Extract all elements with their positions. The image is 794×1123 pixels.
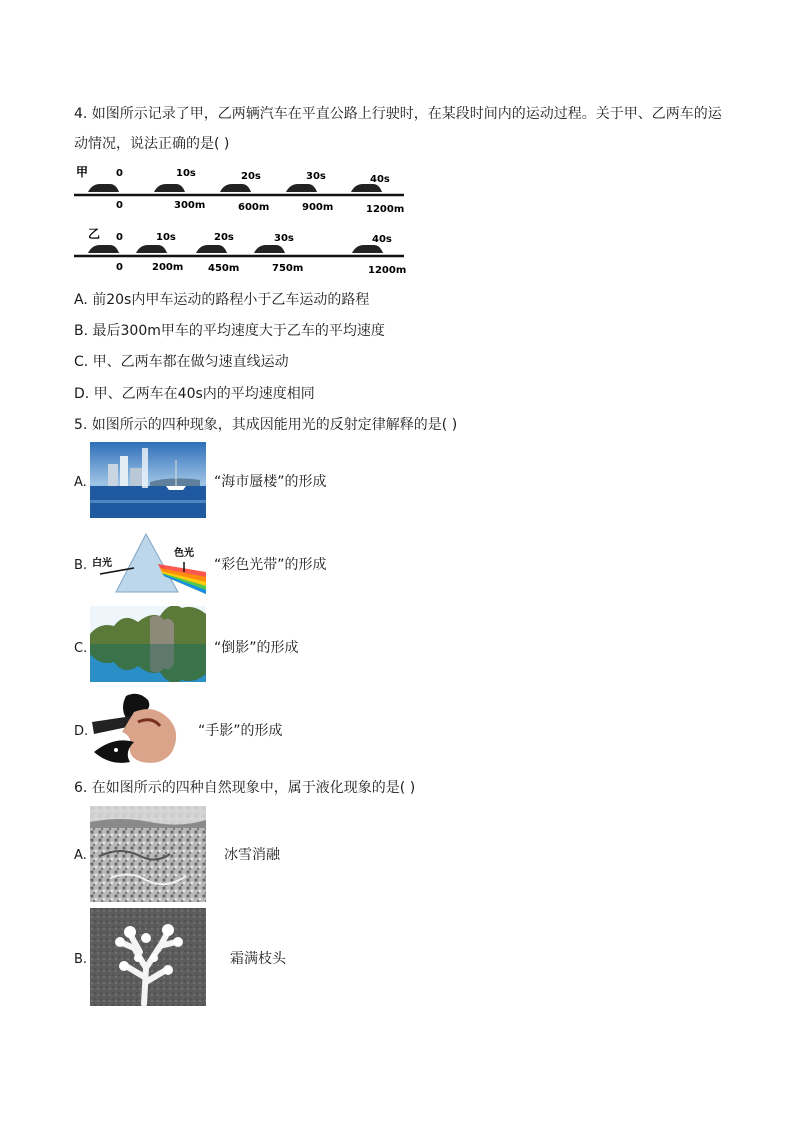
- frost-branch-image: [90, 908, 206, 1006]
- q6-option-b-letter: B.: [74, 952, 88, 967]
- q5-option-d-letter: D.: [74, 724, 89, 739]
- q6-option-a-letter: A.: [74, 848, 87, 863]
- car-b-dist-3: 750m: [272, 263, 304, 274]
- car-a-dist-1: 300m: [174, 200, 206, 211]
- q4-stem-line2: 动情况，说法正确的是( ): [74, 136, 230, 152]
- car-a-time-1: 10s: [176, 168, 196, 179]
- car-b-dist-0: 0: [116, 262, 123, 273]
- car-a-time-0: 0: [116, 168, 123, 179]
- car-b-time-3: 30s: [274, 233, 294, 244]
- q4-option-d: D. 甲、乙两车在40s内的平均速度相同: [74, 386, 315, 402]
- q6-option-b-text: 霜满枝头: [230, 951, 286, 967]
- car-b-dist-1: 200m: [152, 262, 184, 273]
- q5-option-b-letter: B.: [74, 558, 88, 573]
- car-b-dist-2: 450m: [208, 263, 240, 274]
- q5-stem: 5. 如图所示的四种现象，其成因能用光的反射定律解释的是( ): [74, 417, 458, 433]
- car-b-time-1: 10s: [156, 232, 176, 243]
- q6-option-a-text: 冰雪消融: [224, 847, 280, 863]
- q4-option-a: A. 前20s内甲车运动的路程小于乙车运动的路程: [74, 292, 370, 308]
- car-a-dist-2: 600m: [238, 202, 270, 213]
- q4-motion-diagram: [74, 160, 414, 280]
- q5-option-c-letter: C.: [74, 641, 88, 656]
- q4-motion-figure: [74, 160, 414, 280]
- q5-option-c-text: “倒影”的形成: [214, 640, 299, 656]
- q4-option-b: B. 最后300m甲车的平均速度大于乙车的平均速度: [74, 323, 385, 339]
- car-a-dist-0: 0: [116, 200, 123, 211]
- car-b-time-0: 0: [116, 232, 123, 243]
- car-b-label: 乙: [88, 227, 101, 241]
- car-b-dist-4: 1200m: [368, 265, 407, 276]
- mirage-image: [90, 442, 206, 518]
- melting-snow-image: [90, 806, 206, 902]
- q5-option-b-text: “彩色光带”的形成: [214, 557, 327, 573]
- car-b-time-2: 20s: [214, 232, 234, 243]
- reflection-image: [90, 606, 206, 682]
- prism-colored-light-label: 色光: [174, 548, 194, 559]
- car-b-cars: [88, 245, 383, 253]
- prism-white-light-label: 白光: [92, 558, 112, 569]
- q5-option-a-text: “海市蜃楼”的形成: [214, 474, 327, 490]
- q5-option-d-text: “手影”的形成: [198, 723, 283, 739]
- q4-option-c: C. 甲、乙两车都在做匀速直线运动: [74, 354, 289, 370]
- car-a-cars: [88, 184, 382, 192]
- car-a-dist-3: 900m: [302, 202, 334, 213]
- prism-image: [90, 528, 206, 596]
- car-a-dist-4: 1200m: [366, 204, 405, 215]
- car-a-time-2: 20s: [241, 171, 261, 182]
- car-a-time-4: 40s: [370, 174, 390, 185]
- q6-stem: 6. 在如图所示的四种自然现象中，属于液化现象的是( ): [74, 780, 416, 796]
- car-b-time-4: 40s: [372, 234, 392, 245]
- car-a-label: 甲: [76, 165, 89, 179]
- car-a-time-3: 30s: [306, 171, 326, 182]
- q4-stem-line1: 4. 如图所示记录了甲，乙两辆汽车在平直公路上行驶时，在某段时间内的运动过程。关于甲、乙两车的运: [74, 106, 722, 122]
- hand-shadow-image: [90, 692, 186, 766]
- q5-option-a-letter: A.: [74, 475, 87, 490]
